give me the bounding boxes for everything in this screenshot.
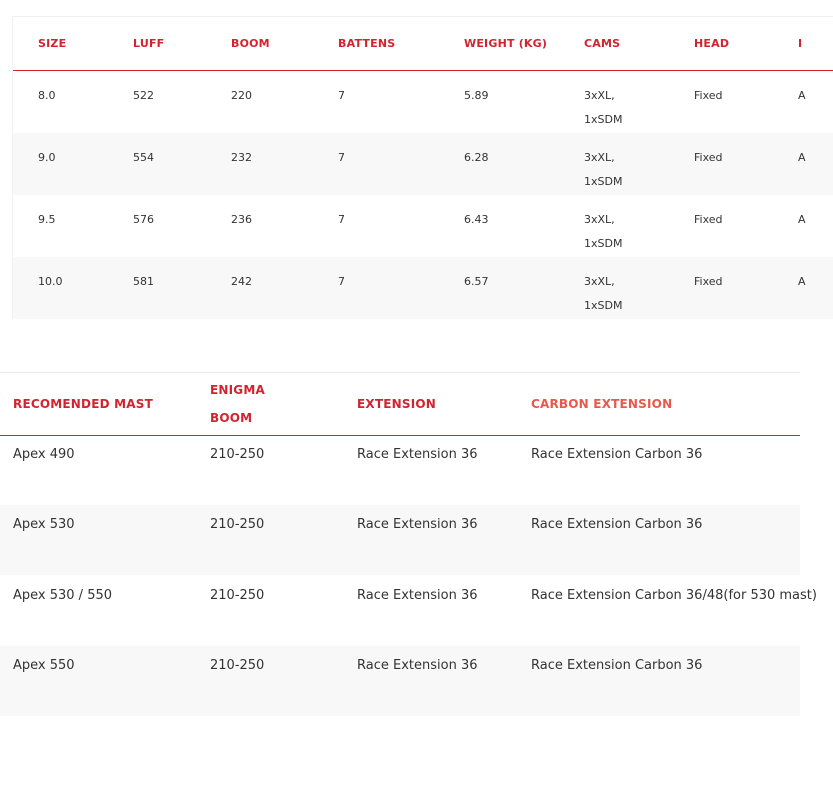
cell-battens: 7	[338, 275, 345, 288]
table-row	[13, 133, 833, 195]
cell-cut: A	[798, 275, 806, 288]
table-row	[0, 505, 800, 575]
cell-cut: A	[798, 213, 806, 226]
cell-carbon-extension: Race Extension Carbon 36	[531, 447, 703, 462]
cell-boom: 242	[231, 275, 252, 288]
cell-size: 9.5	[38, 213, 56, 226]
table-row	[13, 71, 833, 133]
cell-mast: Apex 530 / 550	[13, 588, 113, 603]
cell-luff: 554	[133, 151, 154, 164]
cell-extension: Race Extension 36	[357, 517, 478, 532]
table-row	[0, 435, 800, 505]
cell-carbon-extension: Race Extension Carbon 36	[531, 517, 703, 532]
cell-head: Fixed	[694, 89, 723, 102]
table-row	[0, 576, 817, 646]
cell-battens: 7	[338, 151, 345, 164]
cams-line-1: 3xXL,	[584, 213, 615, 226]
cell-mast: Apex 490	[13, 447, 75, 462]
header-extension: EXTENSION	[357, 397, 437, 411]
header-enigma-boom-line-2: BOOM	[210, 411, 253, 425]
cell-luff: 581	[133, 275, 154, 288]
cams-line-2: 1xSDM	[584, 299, 623, 312]
cell-boom: 210-250	[210, 447, 265, 462]
cell-boom: 220	[231, 89, 252, 102]
cell-weight: 5.89	[464, 89, 489, 102]
cell-battens: 7	[338, 89, 345, 102]
cell-extension: Race Extension 36	[357, 658, 478, 673]
header-cams: CAMS	[584, 37, 621, 50]
cell-weight: 6.43	[464, 213, 489, 226]
cell-mast: Apex 550	[13, 658, 75, 673]
cell-cut: A	[798, 151, 806, 164]
cams-line-1: 3xXL,	[584, 275, 615, 288]
header-size: SIZE	[38, 37, 67, 50]
cell-weight: 6.28	[464, 151, 489, 164]
cell-cams	[584, 84, 622, 132]
header-luff: LUFF	[133, 37, 165, 50]
cell-head: Fixed	[694, 151, 723, 164]
cell-cut: A	[798, 89, 806, 102]
cell-boom: 236	[231, 213, 252, 226]
header-enigma-boom	[210, 376, 265, 432]
cams-line-2: 1xSDM	[584, 237, 623, 250]
cell-luff: 576	[133, 213, 154, 226]
cell-boom: 232	[231, 151, 252, 164]
sail-spec-table	[12, 16, 833, 320]
cell-boom: 210-250	[210, 588, 265, 603]
header-recommended-mast: RECOMENDED MAST	[13, 397, 153, 411]
rig-table-header	[0, 372, 800, 436]
header-weight: WEIGHT (KG)	[464, 37, 548, 50]
cell-size: 9.0	[38, 151, 56, 164]
cell-head: Fixed	[694, 275, 723, 288]
header-head: HEAD	[694, 37, 730, 50]
cell-weight: 6.57	[464, 275, 489, 288]
cell-mast: Apex 530	[13, 517, 75, 532]
cell-head: Fixed	[694, 213, 723, 226]
cell-boom: 210-250	[210, 658, 265, 673]
header-enigma-boom-line-1: ENIGMA	[210, 383, 265, 397]
cams-line-2: 1xSDM	[584, 113, 623, 126]
cell-carbon-extension: Race Extension Carbon 36	[531, 658, 703, 673]
cams-line-2: 1xSDM	[584, 175, 623, 188]
cell-carbon-extension: Race Extension Carbon 36/48(for 530 mast)	[531, 588, 817, 603]
cell-battens: 7	[338, 213, 345, 226]
cell-cams	[584, 146, 622, 194]
cell-cams	[584, 208, 622, 256]
header-carbon-extension: CARBON EXTENSION	[531, 397, 673, 411]
cell-extension: Race Extension 36	[357, 588, 478, 603]
cell-extension: Race Extension 36	[357, 447, 478, 462]
header-boom: BOOM	[231, 37, 270, 50]
cams-line-1: 3xXL,	[584, 151, 615, 164]
rig-compatibility-table	[0, 372, 817, 716]
cell-size: 10.0	[38, 275, 63, 288]
spec-table-header	[13, 17, 833, 71]
cell-luff: 522	[133, 89, 154, 102]
header-cut: I	[798, 37, 803, 50]
table-row	[13, 195, 833, 257]
cell-size: 8.0	[38, 89, 56, 102]
cell-cams	[584, 270, 622, 318]
table-row	[0, 646, 800, 716]
cell-boom: 210-250	[210, 517, 265, 532]
cams-line-1: 3xXL,	[584, 89, 615, 102]
table-row	[13, 257, 833, 319]
header-battens: BATTENS	[338, 37, 396, 50]
